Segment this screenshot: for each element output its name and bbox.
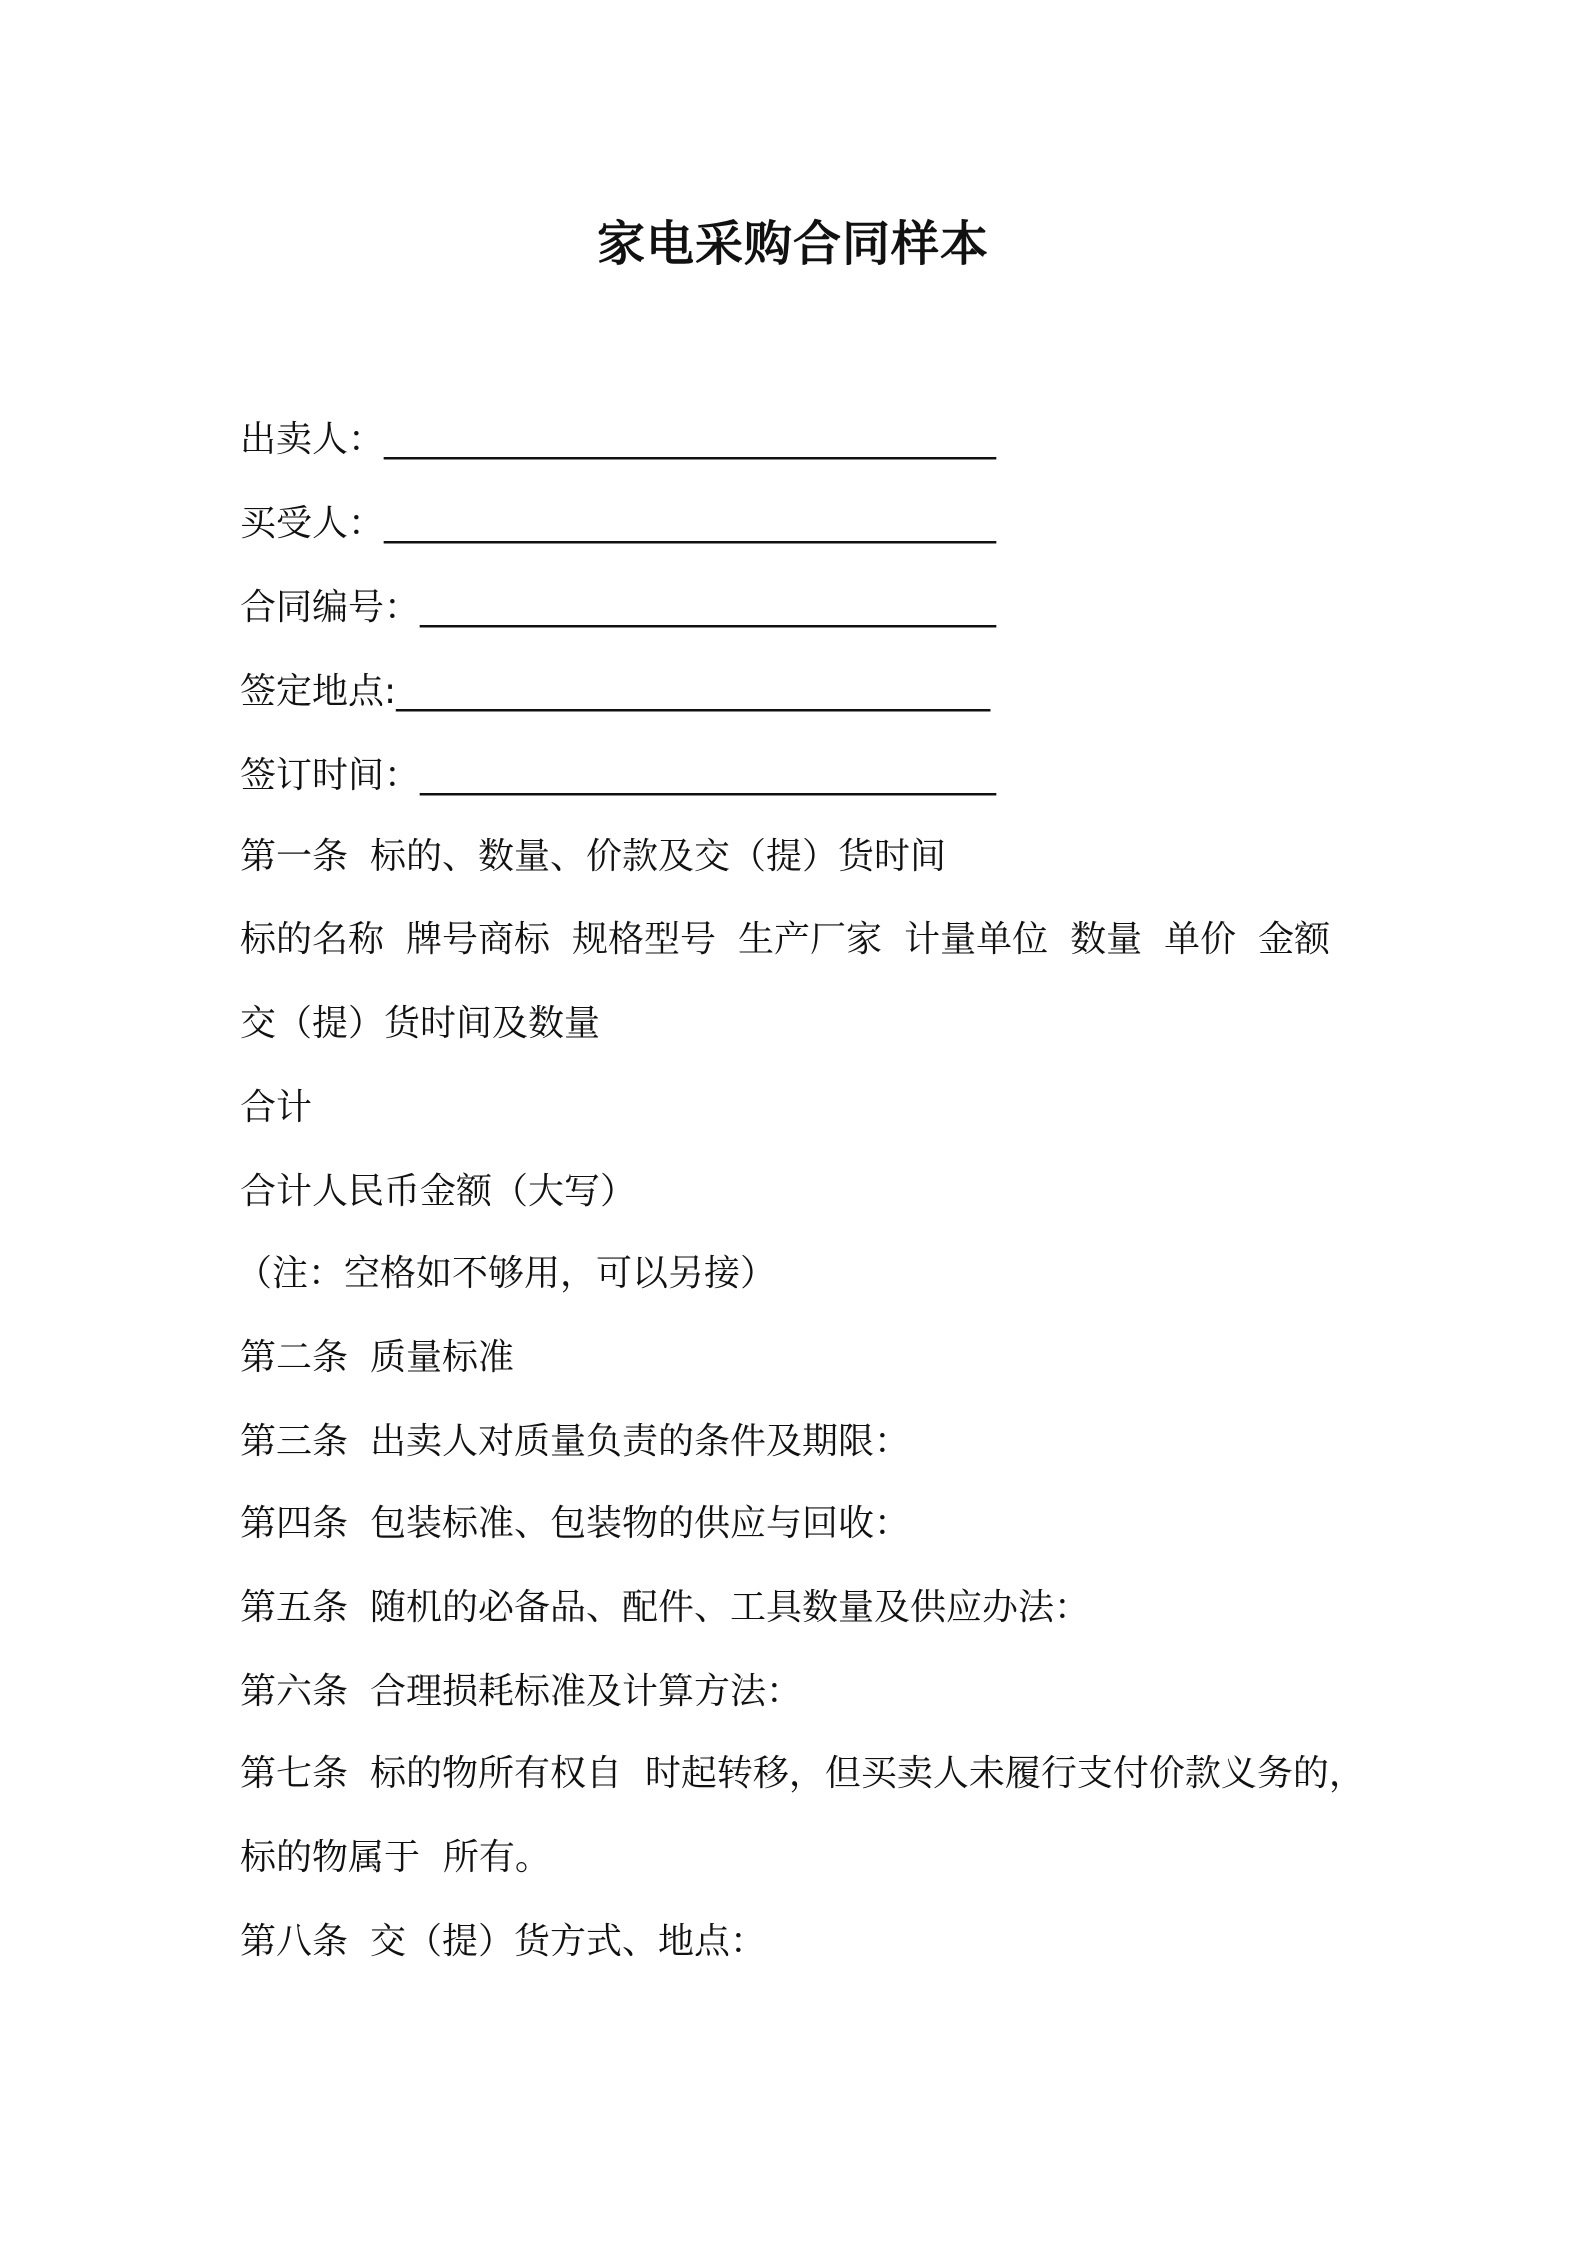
table-header-item: 单价 bbox=[1164, 919, 1237, 960]
article-1 bbox=[240, 833, 946, 881]
article-5-heading: 第五条 bbox=[240, 1587, 349, 1628]
article-5-text: 随机的必备品、配件、工具数量及供应办法： bbox=[370, 1587, 1091, 1628]
field-buyer-label: 买受人： bbox=[240, 503, 385, 544]
article-6-text: 合理损耗标准及计算方法： bbox=[370, 1671, 803, 1712]
article-7-continued: 标的物属于 所有。 bbox=[240, 1837, 551, 1878]
field-signing-time-blank: ________________________________ bbox=[420, 755, 997, 796]
article-4 bbox=[240, 1500, 910, 1548]
article-4-text: 包装标准、包装物的供应与回收： bbox=[370, 1503, 911, 1544]
field-signing-place-label: 签定地点: bbox=[240, 671, 397, 712]
article-7-text: 标的物所有权自 时起转移，但买卖人未履行支付价款义务的， bbox=[370, 1753, 1365, 1794]
table-header-item: 规格型号 bbox=[572, 919, 717, 960]
article-8 bbox=[240, 1918, 766, 1966]
field-contract-number-blank: ________________________________ bbox=[420, 587, 997, 628]
table-note: （注：空格如不够用，可以另接） bbox=[236, 1253, 777, 1294]
table-header-item: 数量 bbox=[1070, 919, 1143, 960]
article-6 bbox=[240, 1668, 802, 1716]
field-contract-number bbox=[240, 584, 996, 632]
field-buyer-blank: __________________________________ bbox=[384, 503, 997, 544]
article-8-text: 交（提）货方式、地点： bbox=[370, 1921, 767, 1962]
article-3-heading: 第三条 bbox=[240, 1421, 349, 1462]
field-signing-place bbox=[240, 668, 990, 716]
field-seller bbox=[240, 416, 996, 464]
article-8-heading: 第八条 bbox=[240, 1921, 349, 1962]
field-contract-number-label: 合同编号： bbox=[240, 587, 421, 628]
article-4-heading: 第四条 bbox=[240, 1503, 349, 1544]
article-2-text: 质量标准 bbox=[370, 1337, 515, 1378]
article-1-text: 标的、数量、价款及交（提）货时间 bbox=[370, 836, 947, 877]
table-header-item: 牌号商标 bbox=[406, 919, 551, 960]
table-header-item: 生产厂家 bbox=[738, 919, 883, 960]
article-7-heading: 第七条 bbox=[240, 1753, 349, 1794]
article-7 bbox=[240, 1750, 1365, 1798]
field-signing-place-blank: _________________________________ bbox=[396, 671, 991, 712]
article-2 bbox=[240, 1334, 514, 1382]
total-rmb-row: 合计人民币金额（大写） bbox=[240, 1171, 637, 1212]
field-buyer bbox=[240, 500, 996, 548]
article-1-heading: 第一条 bbox=[240, 836, 349, 877]
field-seller-label: 出卖人： bbox=[240, 419, 385, 460]
delivery-header: 交（提）货时间及数量 bbox=[240, 1003, 601, 1044]
table-header-row bbox=[240, 916, 1330, 964]
table-header-item: 标的名称 bbox=[240, 919, 385, 960]
document-title: 家电采购合同样本 bbox=[596, 216, 989, 272]
total-row: 合计 bbox=[240, 1087, 313, 1128]
article-3-text: 出卖人对质量负责的条件及期限： bbox=[370, 1421, 911, 1462]
article-2-heading: 第二条 bbox=[240, 1337, 349, 1378]
article-3 bbox=[240, 1418, 910, 1466]
field-signing-time bbox=[240, 752, 996, 800]
article-5 bbox=[240, 1584, 1090, 1632]
table-header-item: 计量单位 bbox=[904, 919, 1049, 960]
table-header-item: 金额 bbox=[1258, 919, 1331, 960]
field-signing-time-label: 签订时间： bbox=[240, 755, 421, 796]
field-seller-blank: __________________________________ bbox=[384, 419, 997, 460]
article-6-heading: 第六条 bbox=[240, 1671, 349, 1712]
